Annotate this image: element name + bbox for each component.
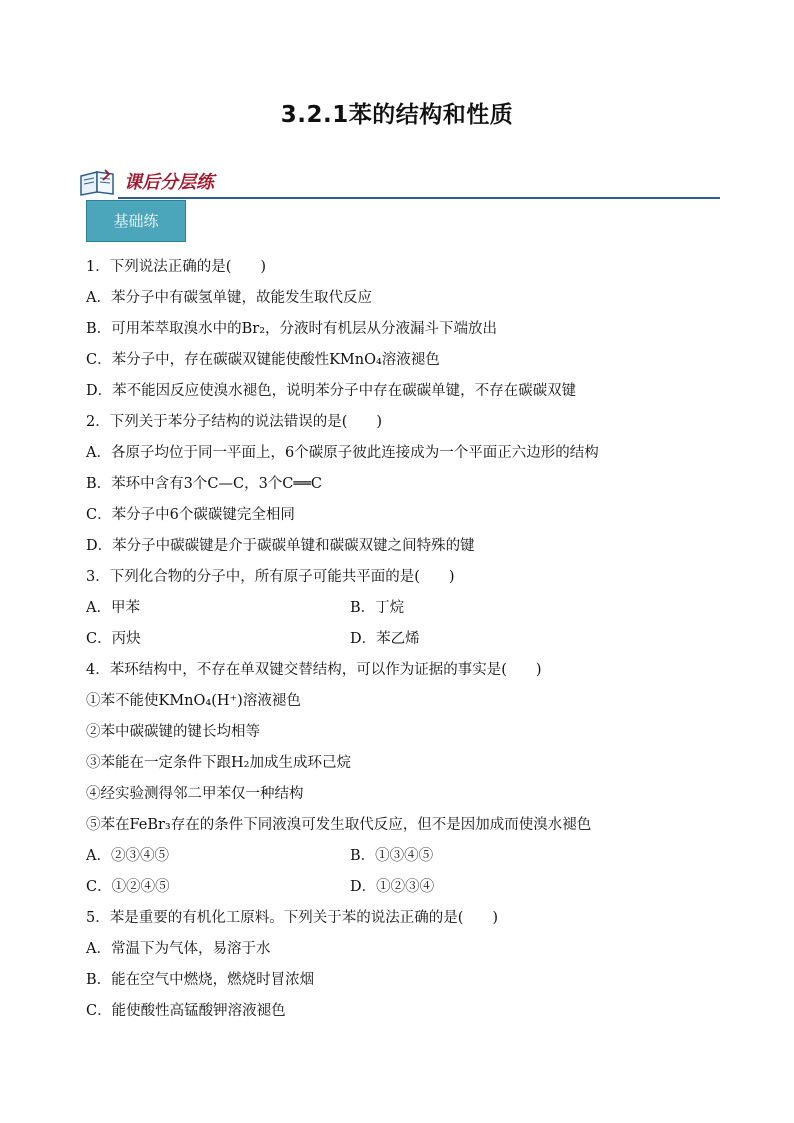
option: C．丙炔 bbox=[86, 631, 141, 647]
option: B．丁烷 bbox=[350, 600, 405, 616]
book-icon bbox=[78, 168, 118, 196]
question-stem: 5．苯是重要的有机化工原料。下列关于苯的说法正确的是( ) bbox=[86, 910, 499, 926]
question-stem: 3．下列化合物的分子中，所有原子可能共平面的是( ) bbox=[86, 569, 455, 585]
option-row bbox=[86, 624, 726, 655]
section-label: 课后分层练 bbox=[124, 172, 214, 193]
section-divider bbox=[118, 197, 720, 199]
option: B．能在空气中燃烧，燃烧时冒浓烟 bbox=[86, 972, 315, 988]
option: D．苯分子中碳碳键是介于碳碳单键和碳碳双键之间特殊的键 bbox=[86, 538, 475, 554]
question-stem: 1．下列说法正确的是( ) bbox=[86, 259, 267, 275]
option: D．①②③④ bbox=[350, 879, 435, 895]
option: A．甲苯 bbox=[86, 600, 140, 616]
option: A．各原子均位于同一平面上，6个碳原子彼此连接成为一个平面正六边形的结构 bbox=[86, 445, 599, 461]
question-stem: 2．下列关于苯分子结构的说法错误的是( ) bbox=[86, 414, 383, 430]
option-row bbox=[86, 872, 726, 903]
option: A．②③④⑤ bbox=[86, 848, 169, 864]
option: C．苯分子中，存在碳碳双键能使酸性KMnO₄溶液褪色 bbox=[86, 352, 440, 368]
question-list bbox=[86, 252, 726, 1027]
option: B．苯环中含有3个C—C，3个C══C bbox=[86, 476, 322, 492]
option-row bbox=[86, 593, 726, 624]
statement: ③苯能在一定条件下跟H₂加成生成环己烷 bbox=[86, 755, 351, 771]
level-badge: 基础练 bbox=[86, 200, 186, 242]
option-row bbox=[86, 841, 726, 872]
option: A．苯分子中有碳氢单键，故能发生取代反应 bbox=[86, 290, 372, 306]
statement: ⑤苯在FeBr₃存在的条件下同液溴可发生取代反应，但不是因加成而使溴水褪色 bbox=[86, 817, 592, 833]
statement: ①苯不能使KMnO₄(H⁺)溶液褪色 bbox=[86, 693, 301, 709]
option: B．①③④⑤ bbox=[350, 848, 434, 864]
option: D．苯乙烯 bbox=[350, 631, 420, 647]
option: B．可用苯萃取溴水中的Br₂，分液时有机层从分液漏斗下端放出 bbox=[86, 321, 498, 337]
option: C．①②④⑤ bbox=[86, 879, 170, 895]
option: A．常温下为气体，易溶于水 bbox=[86, 941, 271, 957]
page-title: 3.2.1苯的结构和性质 bbox=[280, 102, 514, 128]
option: D．苯不能因反应使溴水褪色，说明苯分子中存在碳碳单键，不存在碳碳双键 bbox=[86, 383, 577, 399]
option: C．能使酸性高锰酸钾溶液褪色 bbox=[86, 1003, 286, 1019]
section-header bbox=[78, 166, 720, 198]
statement: ②苯中碳碳键的键长均相等 bbox=[86, 724, 260, 740]
option: C．苯分子中6个碳碳键完全相同 bbox=[86, 507, 295, 523]
statement: ④经实验测得邻二甲苯仅一种结构 bbox=[86, 786, 304, 802]
question-stem: 4．苯环结构中，不存在单双键交替结构，可以作为证据的事实是( ) bbox=[86, 662, 542, 678]
